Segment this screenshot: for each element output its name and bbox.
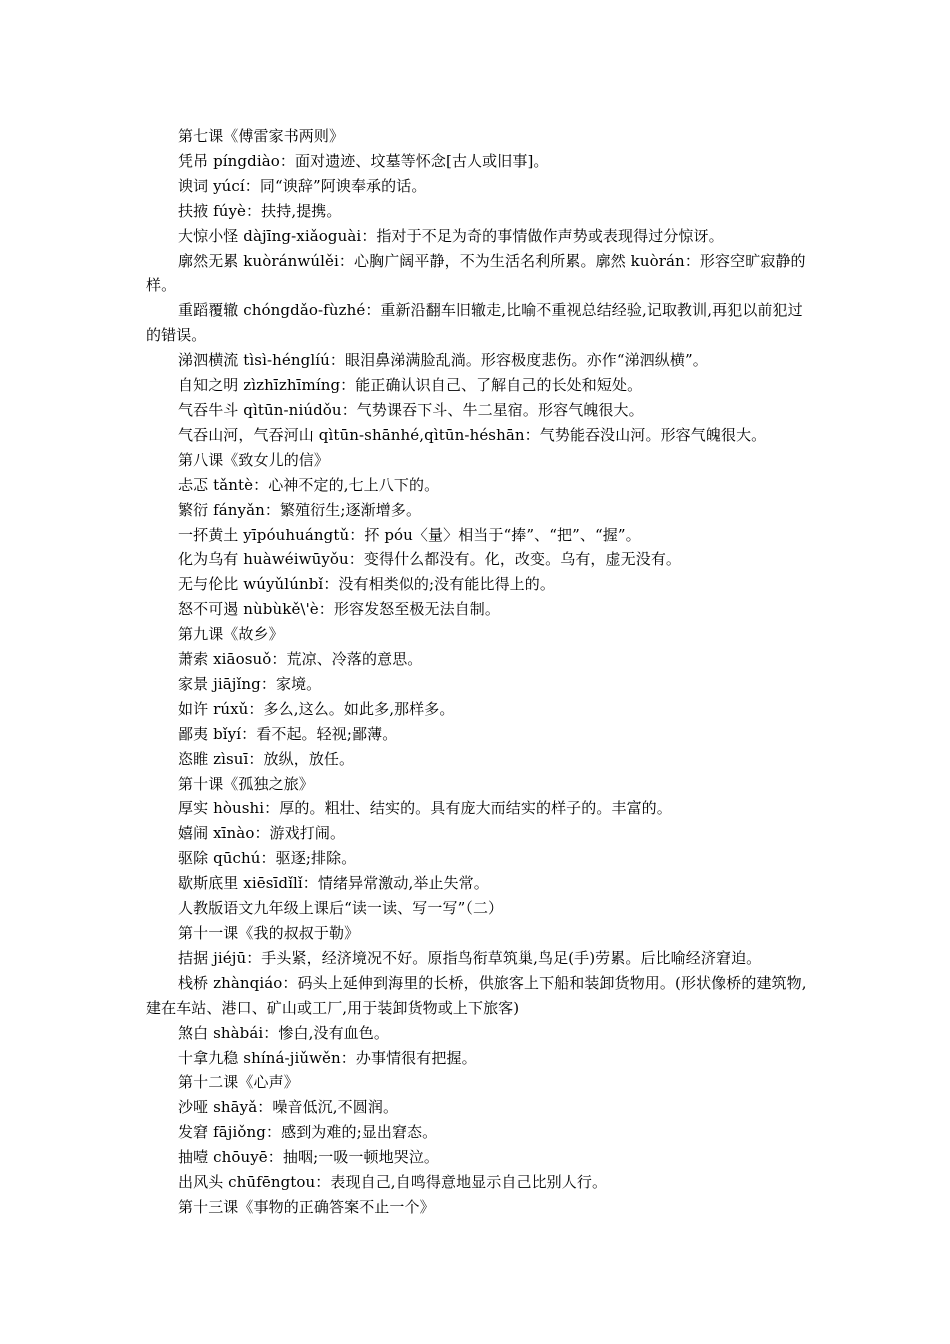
vocab-entry: 出风头 chūfēngtou：表现自己,自鸣得意地显示自己比别人行。 <box>178 1173 608 1192</box>
document-body <box>146 124 810 1220</box>
vocab-entry: 气吞牛斗 qìtūn-niúdǒu：气势课吞下斗、牛二星宿。形容气魄很大。 <box>178 400 644 419</box>
vocab-entry: 廓然无累 kuòránwúlěi：心胸广阔平静，不为生活名利所累。廓然 kuòrán：形容空旷寂静的样。 <box>146 251 806 295</box>
lesson-heading: 第十课《孤独之旅》 <box>178 774 314 793</box>
vocab-entry: 一抔黄土 yīpóuhuángtǔ：抔 póu〈量〉相当于“捧”、“把”、“握”。 <box>178 525 641 544</box>
vocab-entry: 萧索 xiāosuǒ：荒凉、冷落的意思。 <box>178 650 423 669</box>
vocab-entry: 鄙夷 bǐyí：看不起。轻视;鄙薄。 <box>178 724 398 743</box>
lesson-heading: 第十三课《事物的正确答案不止一个》 <box>178 1197 435 1216</box>
vocab-entry: 化为乌有 huàwéiwūyǒu：变得什么都没有。化，改变。乌有，虚无没有。 <box>178 550 682 569</box>
lesson-heading: 第八课《致女儿的信》 <box>178 450 330 469</box>
vocab-entry: 恣睢 zìsuī：放纵，放任。 <box>178 749 355 768</box>
vocab-entry: 谀词 yúcí：同“谀辞”阿谀奉承的话。 <box>178 176 427 195</box>
vocab-entry: 扶掖 fúyè：扶持,提携。 <box>178 201 342 220</box>
vocab-entry: 拮据 jiéjū：手头紧，经济境况不好。原指鸟衔草筑巢,鸟足(手)劳累。后比喻经济窘迫。 <box>178 948 762 967</box>
vocab-entry: 自知之明 zìzhīzhīmíng：能正确认识自己、了解自己的长处和短处。 <box>178 376 643 395</box>
lesson-heading: 第九课《故乡》 <box>178 625 284 644</box>
vocab-entry: 沙哑 shāyǎ：噪音低沉,不圆润。 <box>178 1098 399 1117</box>
vocab-entry: 繁衍 fányǎn：繁殖衍生;逐渐增多。 <box>178 500 422 519</box>
vocab-entry: 如许 rúxǔ：多么,这么。如此多,那样多。 <box>178 699 455 718</box>
vocab-entry: 忐忑 tǎntè：心神不定的,七上八下的。 <box>178 475 440 494</box>
vocab-entry: 怒不可遏 nùbùkě\'è：形容发怒至极无法自制。 <box>178 600 500 619</box>
vocab-entry: 厚实 hòushi：厚的。粗壮、结实的。具有庞大而结实的样子的。丰富的。 <box>178 799 672 818</box>
lesson-heading: 第十一课《我的叔叔于勒》 <box>178 924 360 942</box>
vocab-entry: 大惊小怪 dàjīng-xiǎoguài：指对于不足为奇的事情做作声势或表现得过分惊讶。 <box>178 226 724 245</box>
vocab-entry: 涕泗横流 tìsì-hénglíú：眼泪鼻涕满脸乱淌。形容极度悲伤。亦作“涕泗纵横”。 <box>178 351 708 370</box>
vocab-entry: 煞白 shàbái：惨白,没有血色。 <box>178 1023 389 1042</box>
vocab-entry: 十拿九稳 shíná-jiǔwěn：办事情很有把握。 <box>178 1048 477 1067</box>
lesson-heading: 第七课《傅雷家书两则》 <box>178 127 345 145</box>
vocab-entry: 栈桥 zhànqiáo：码头上延伸到海里的长桥，供旅客上下船和装卸货物用。(形状像桥的建筑物,建在车站、港口、矿山或工厂,用于装卸货物或上下旅客) <box>146 973 807 1017</box>
vocab-entry: 气吞山河，气吞河山 qìtūn-shānhé,qìtūn-héshān：气势能吞没山河。形容气魄很大。 <box>178 425 767 444</box>
vocab-entry: 无与伦比 wúyǔlúnbǐ：没有相类似的;没有能比得上的。 <box>178 575 555 594</box>
vocab-entry: 发窘 fājiǒng：感到为难的;显出窘态。 <box>178 1123 438 1142</box>
vocab-entry: 歇斯底里 xiēsīdǐlǐ：情绪异常激动,举止失常。 <box>178 874 489 893</box>
vocab-entry: 重蹈覆辙 chóngdǎo-fùzhé：重新沿翻车旧辙走,比喻不重视总结经验,记取教训,再犯以前犯过的错误。 <box>146 301 803 345</box>
vocab-entry: 驱除 qūchú：驱逐;排除。 <box>178 849 357 868</box>
vocab-entry: 家景 jiājǐng：家境。 <box>178 674 322 693</box>
vocab-entry: 抽噎 chōuyē：抽咽;一吸一顿地哭泣。 <box>178 1148 440 1167</box>
vocab-entry: 凭吊 píngdiào：面对遗迹、坟墓等怀念[古人或旧事]。 <box>178 151 549 170</box>
section-heading: 人教版语文九年级上课后“读一读、写一写”（二） <box>178 899 504 918</box>
lesson-heading: 第十二课《心声》 <box>178 1073 299 1092</box>
vocab-entry: 嬉闹 xīnào：游戏打闹。 <box>178 824 346 843</box>
